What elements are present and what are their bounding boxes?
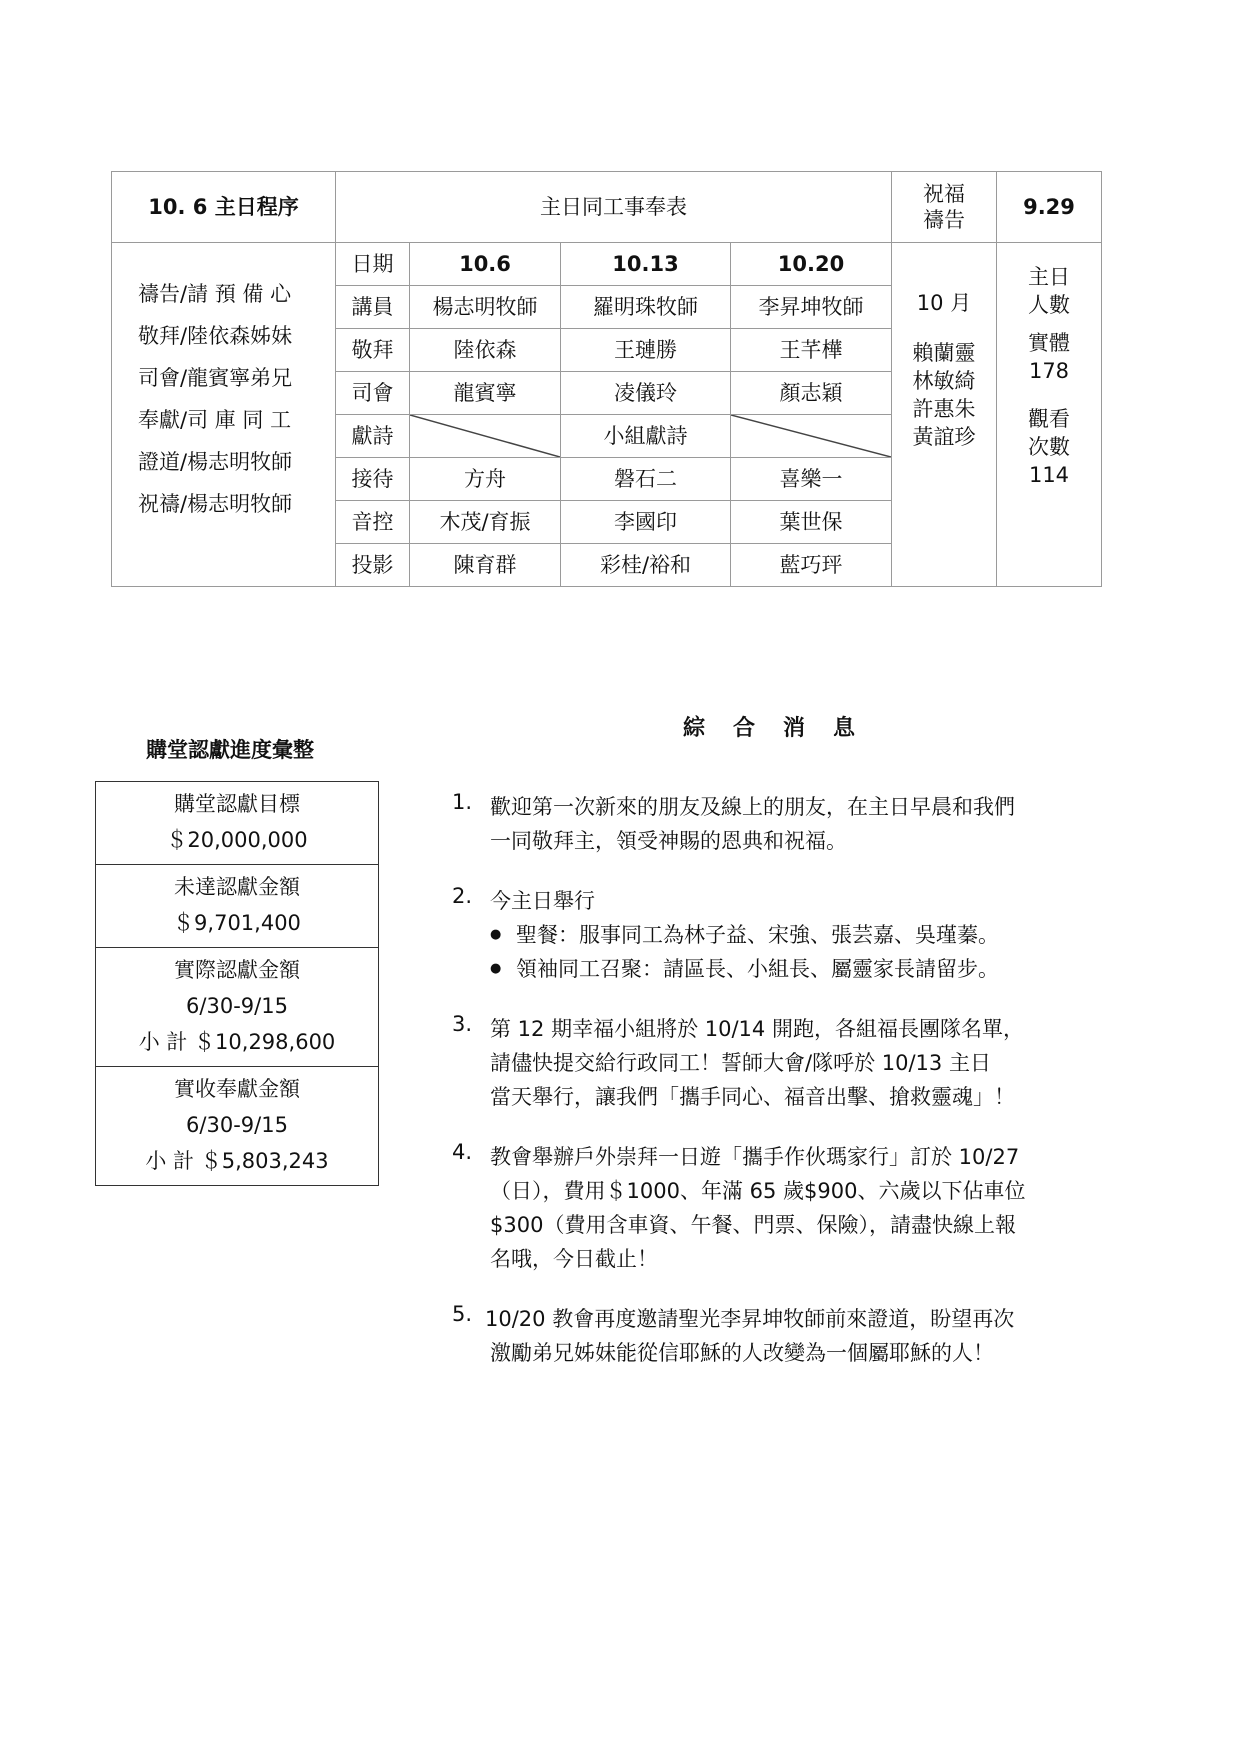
program-line: 奉獻/司 庫 同 工: [138, 408, 292, 432]
news-text: 今主日舉行: [490, 889, 595, 913]
program-header: 10. 6 主日程序: [112, 172, 336, 243]
received-value: 小 計 ＄5,803,243: [145, 1149, 329, 1173]
program-line: 證道/楊志明牧師: [138, 450, 293, 474]
schedule-cell: 葉世保: [731, 501, 892, 544]
role-label: 音控: [336, 501, 410, 544]
role-label: 講員: [336, 286, 410, 329]
views-value: 114: [1028, 463, 1070, 487]
schedule-cell: 小組獻詩: [561, 415, 731, 458]
news-text: 請儘快提交給行政同工！誓師大會/隊呼於 10/13 主日: [490, 1051, 991, 1075]
news-item: [450, 1012, 1100, 1114]
schedule-cell: 方舟: [410, 458, 561, 501]
diagonal-line: [410, 415, 560, 457]
schedule-cell: 李昇坤牧師: [731, 286, 892, 329]
offering-received: [96, 1067, 379, 1186]
news-title: 綜合消息: [683, 716, 884, 741]
goal-value: ＄20,000,000: [166, 828, 308, 852]
offering-pledged: [96, 948, 379, 1067]
schedule-header: 主日同工事奉表: [336, 172, 892, 243]
offering-remaining: [96, 865, 379, 948]
schedule-cell: 彩桂/裕和: [561, 544, 731, 587]
stats-header: 9.29: [997, 172, 1102, 243]
schedule-cell: 喜樂一: [731, 458, 892, 501]
goal-label: 購堂認獻目標: [174, 792, 300, 816]
role-label: 敬拜: [336, 329, 410, 372]
schedule-cell: 木茂/育振: [410, 501, 561, 544]
news-text: 名哦，今日截止！: [490, 1247, 658, 1271]
news-bullet: ● 領袖同工召聚：請區長、小組長、屬靈家長請留步。: [490, 952, 1100, 986]
schedule-cell: 王芊樺: [731, 329, 892, 372]
news-text: 第 12 期幸福小組將於 10/14 開跑，各組福長團隊名單，: [490, 1017, 1024, 1041]
role-label: 獻詩: [336, 415, 410, 458]
news-item: [450, 790, 1100, 858]
news-item-number: 3.: [452, 1012, 473, 1036]
schedule-cell: 龍賓寧: [410, 372, 561, 415]
program-line: 祝禱/楊志明牧師: [138, 492, 293, 516]
date-col-3: 10.20: [731, 243, 892, 286]
program-list: [112, 243, 336, 587]
news-text: 教會舉辦戶外崇拜一日遊「攜手作伙瑪家行」訂於 10/27: [490, 1145, 1020, 1169]
blessing-name: 賴蘭靈: [912, 341, 976, 365]
views-label-line1: 觀看: [1028, 407, 1070, 431]
news-text: 激勵弟兄姊妹能從信耶穌的人改變為一個屬耶穌的人！: [490, 1341, 994, 1365]
news-bullets: [490, 918, 1100, 986]
news-item-number: 5.: [452, 1302, 473, 1326]
blessing-month: 10 月: [916, 291, 972, 315]
pledged-label: 實際認獻金額: [174, 958, 300, 982]
news-text: （日），費用＄1000、年滿 65 歲$900、六歲以下佔車位: [490, 1179, 1026, 1203]
news-item: [450, 1140, 1100, 1276]
offering-title: 購堂認獻進度彙整: [146, 738, 314, 762]
news-text: 10/20 教會再度邀請聖光李昇坤牧師前來證道，盼望再次: [485, 1307, 1015, 1331]
remaining-label: 未達認獻金額: [174, 875, 300, 899]
attendance-stats: [997, 243, 1102, 587]
schedule-cell: 顏志穎: [731, 372, 892, 415]
role-label: 投影: [336, 544, 410, 587]
news-list: [450, 790, 1100, 1396]
role-label: 司會: [336, 372, 410, 415]
role-label: 接待: [336, 458, 410, 501]
views-label-line2: 次數: [1028, 435, 1070, 459]
news-item-number: 1.: [452, 790, 473, 814]
schedule-cell-empty: [731, 415, 892, 458]
program-line: 禱告/請 預 備 心: [138, 282, 292, 306]
blessing-header: [892, 172, 997, 243]
schedule-cell: 陳育群: [410, 544, 561, 587]
schedule-cell: 陸依森: [410, 329, 561, 372]
pledged-value: 小 計 ＄10,298,600: [138, 1030, 336, 1054]
blessing-header-line2: 禱告: [923, 208, 965, 232]
remaining-value: ＄9,701,400: [173, 911, 301, 935]
news-text: 歡迎第一次新來的朋友及線上的朋友，在主日早晨和我們: [490, 795, 1015, 819]
offering-goal: [96, 782, 379, 865]
blessing-name: 林敏綺: [912, 369, 976, 393]
offering-table: [95, 781, 379, 1186]
news-text: 當天舉行，讓我們「攜手同心、福音出擊、搶救靈魂」！: [490, 1085, 1015, 1109]
inperson-value: 178: [1028, 359, 1070, 383]
news-item-number: 4.: [452, 1140, 473, 1164]
news-text: $300（費用含車資、午餐、門票、保險），請盡快線上報: [490, 1213, 1016, 1237]
program-line: 司會/龍賓寧弟兄: [138, 366, 293, 390]
schedule-cell: 李國印: [561, 501, 731, 544]
schedule-cell: 楊志明牧師: [410, 286, 561, 329]
blessing-header-line1: 祝福: [923, 182, 965, 206]
news-item: [450, 1302, 1100, 1370]
inperson-label: 實體: [1028, 331, 1070, 355]
schedule-cell-empty: [410, 415, 561, 458]
sunday-table: [111, 171, 1102, 587]
schedule-cell: 凌儀玲: [561, 372, 731, 415]
date-label: 日期: [336, 243, 410, 286]
pledged-period: 6/30-9/15: [186, 994, 288, 1018]
date-col-2: 10.13: [561, 243, 731, 286]
blessing-list: [892, 243, 997, 587]
news-item: [450, 884, 1100, 986]
program-line: 敬拜/陸依森姊妹: [138, 324, 293, 348]
blessing-name: 許惠朱: [912, 397, 976, 421]
received-period: 6/30-9/15: [186, 1113, 288, 1137]
stats-title-line2: 人數: [1028, 293, 1070, 317]
schedule-cell: 羅明珠牧師: [561, 286, 731, 329]
schedule-cell: 藍巧玶: [731, 544, 892, 587]
news-text: 一同敬拜主，領受神賜的恩典和祝福。: [490, 829, 847, 853]
news-bullet: ● 聖餐：服事同工為林子益、宋強、張芸嘉、吳瑾蓁。: [490, 918, 1100, 952]
diagonal-line: [731, 415, 891, 457]
stats-title-line1: 主日: [1028, 265, 1070, 289]
schedule-cell: 王璉勝: [561, 329, 731, 372]
date-col-1: 10.6: [410, 243, 561, 286]
schedule-cell: 磐石二: [561, 458, 731, 501]
blessing-name: 黃誼珍: [912, 425, 976, 449]
received-label: 實收奉獻金額: [174, 1077, 300, 1101]
news-item-number: 2.: [452, 884, 473, 908]
